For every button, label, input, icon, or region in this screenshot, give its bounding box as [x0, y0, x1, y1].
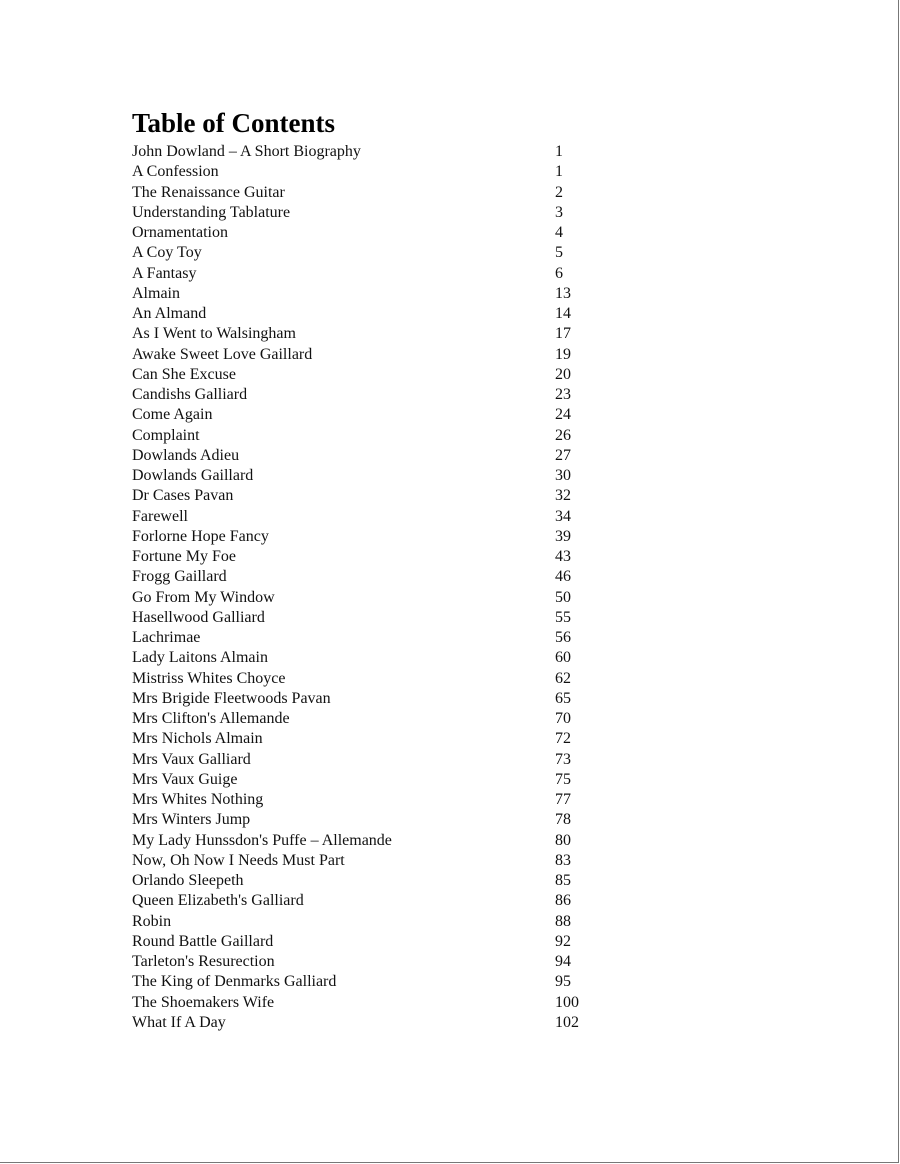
toc-entry-title: An Almand — [132, 305, 207, 322]
toc-entry-page-number: 6 — [555, 264, 563, 282]
page-title: Table of Contents — [132, 108, 336, 138]
toc-entry-title: Mrs Nichols Almain — [132, 730, 263, 748]
toc-entry-page-number: 1 — [555, 143, 563, 160]
toc-entry — [132, 486, 652, 506]
toc-entry-title: Round Battle Gaillard — [132, 932, 274, 950]
toc-entry-page-number: 55 — [555, 608, 571, 626]
toc-entry — [132, 628, 652, 648]
toc-entry-title: Can She Excuse — [132, 365, 236, 383]
toc-entry-page-number: 77 — [555, 791, 571, 808]
toc-entry — [132, 831, 652, 851]
toc-entry-title: Understanding Tablature — [132, 203, 291, 221]
toc-entry — [132, 223, 652, 243]
toc-entry — [132, 284, 652, 304]
toc-entry-page-number: 86 — [555, 892, 571, 910]
toc-entry — [132, 709, 652, 729]
toc-entry-title: A Coy Toy — [132, 244, 202, 262]
toc-entry-page-number: 88 — [555, 912, 571, 930]
toc-entry — [132, 810, 652, 830]
toc-entry — [132, 527, 652, 547]
toc-entry-page-number: 32 — [555, 487, 571, 505]
toc-entry-page-number: 13 — [555, 284, 571, 302]
toc-entry-page-number: 102 — [555, 1013, 579, 1031]
toc-entry-page-number: 26 — [555, 426, 571, 444]
toc-entry-title: Mrs Whites Nothing — [132, 791, 264, 808]
toc-entry-title: Lady Laitons Almain — [132, 649, 268, 667]
toc-entry-title: My Lady Hunssdon's Puffe – Allemande — [132, 831, 392, 849]
toc-entry — [132, 851, 652, 871]
toc-entry-title: Almain — [132, 284, 180, 302]
toc-entry — [132, 446, 652, 466]
toc-entry-page-number: 23 — [555, 386, 571, 403]
toc-entry-page-number: 73 — [555, 750, 571, 768]
toc-entry-title: Orlando Sleepeth — [132, 872, 244, 889]
toc-entry-title: Fortune My Foe — [132, 548, 236, 565]
toc-entry-title: What If A Day — [132, 1013, 226, 1031]
toc-entry-page-number: 60 — [555, 649, 571, 667]
toc-entry-title: Mrs Winters Jump — [132, 811, 251, 829]
toc-entry — [132, 385, 652, 405]
toc-entry — [132, 547, 652, 567]
toc-entry — [132, 932, 652, 952]
toc-entry — [132, 183, 652, 203]
toc-entry — [132, 608, 652, 628]
toc-entry — [132, 1013, 652, 1033]
toc-entry-page-number: 24 — [555, 406, 571, 424]
toc-entry-title: Forlorne Hope Fancy — [132, 527, 269, 545]
toc-entry-title: Mrs Clifton's Allemande — [132, 710, 290, 727]
toc-entry-page-number: 34 — [555, 507, 571, 525]
toc-entry — [132, 972, 652, 992]
toc-entry — [132, 567, 652, 587]
toc-entry — [132, 203, 652, 223]
toc-entry-title: Complaint — [132, 426, 200, 444]
toc-entry — [132, 304, 652, 324]
toc-entry — [132, 912, 652, 932]
toc-entry-title: Mrs Brigide Fleetwoods Pavan — [132, 689, 331, 707]
toc-entry-title: Robin — [132, 912, 172, 930]
toc-entry-page-number: 14 — [555, 305, 571, 322]
toc-entry-title: The King of Denmarks Galliard — [132, 973, 337, 991]
toc-entry — [132, 648, 652, 668]
toc-entry-title: Farewell — [132, 507, 188, 525]
toc-list — [132, 142, 652, 1033]
toc-entry — [132, 142, 652, 162]
toc-entry-title: The Shoemakers Wife — [132, 993, 275, 1011]
toc-entry-title: Dr Cases Pavan — [132, 487, 234, 505]
toc-entry — [132, 588, 652, 608]
toc-entry-title: Dowlands Gaillard — [132, 467, 254, 484]
toc-entry-title: Candishs Galliard — [132, 386, 248, 403]
toc-entry-page-number: 3 — [555, 203, 563, 221]
toc-entry-title: Tarleton's Resurection — [132, 953, 275, 970]
toc-entry — [132, 162, 652, 182]
toc-entry-page-number: 72 — [555, 730, 571, 748]
toc-entry — [132, 871, 652, 891]
toc-entry — [132, 507, 652, 527]
toc-entry-title: The Renaissance Guitar — [132, 183, 285, 201]
toc-entry-page-number: 1 — [555, 163, 563, 181]
toc-entry-title: Ornamentation — [132, 224, 228, 241]
toc-entry — [132, 993, 652, 1013]
toc-entry-title: Now, Oh Now I Needs Must Part — [132, 851, 345, 869]
toc-entry-title: A Confession — [132, 163, 219, 181]
toc-entry-page-number: 62 — [555, 669, 571, 687]
toc-entry-page-number: 27 — [555, 446, 571, 464]
toc-entry-page-number: 78 — [555, 811, 571, 829]
toc-entry — [132, 952, 652, 972]
toc-entry-page-number: 65 — [555, 689, 571, 707]
toc-entry-title: As I Went to Walsingham — [132, 325, 296, 343]
toc-entry-title: Queen Elizabeth's Galliard — [132, 892, 304, 910]
toc-entry — [132, 243, 652, 263]
toc-entry — [132, 790, 652, 810]
toc-entry-page-number: 94 — [555, 953, 571, 970]
toc-entry-title: Dowlands Adieu — [132, 446, 240, 464]
toc-entry — [132, 669, 652, 689]
toc-entry-page-number: 85 — [555, 872, 571, 889]
toc-entry-page-number: 80 — [555, 831, 571, 849]
toc-entry — [132, 324, 652, 344]
toc-entry-title: Mrs Vaux Guige — [132, 770, 238, 788]
toc-entry — [132, 426, 652, 446]
toc-entry-page-number: 92 — [555, 932, 571, 950]
toc-entry-page-number: 70 — [555, 710, 571, 727]
toc-entry-page-number: 56 — [555, 629, 571, 646]
toc-entry-page-number: 39 — [555, 527, 571, 545]
toc-entry — [132, 770, 652, 790]
toc-entry — [132, 264, 652, 284]
toc-entry-title: Hasellwood Galliard — [132, 608, 265, 626]
toc-entry-page-number: 43 — [555, 548, 571, 565]
toc-entry — [132, 729, 652, 749]
toc-entry — [132, 466, 652, 486]
toc-entry-page-number: 30 — [555, 467, 571, 484]
toc-entry — [132, 689, 652, 709]
toc-entry — [132, 345, 652, 365]
toc-entry-page-number: 75 — [555, 770, 571, 788]
toc-entry-title: Go From My Window — [132, 588, 275, 606]
toc-entry-page-number: 95 — [555, 973, 571, 991]
toc-entry-title: Mrs Vaux Galliard — [132, 750, 251, 768]
toc-entry-page-number: 20 — [555, 365, 571, 383]
toc-entry-page-number: 5 — [555, 244, 563, 262]
toc-entry — [132, 891, 652, 911]
toc-entry-title: Frogg Gaillard — [132, 568, 227, 586]
toc-entry-page-number: 50 — [555, 588, 571, 606]
toc-entry-page-number: 100 — [555, 993, 579, 1011]
toc-entry-page-number: 19 — [555, 345, 571, 363]
toc-entry — [132, 750, 652, 770]
toc-entry-title: Lachrimae — [132, 629, 201, 646]
toc-entry-title: Awake Sweet Love Gaillard — [132, 345, 313, 363]
toc-entry-page-number: 83 — [555, 851, 571, 869]
toc-entry — [132, 365, 652, 385]
table-of-contents — [132, 104, 652, 1033]
toc-entry-page-number: 46 — [555, 568, 571, 586]
toc-entry-page-number: 17 — [555, 325, 571, 343]
toc-entry-title: A Fantasy — [132, 264, 197, 282]
toc-entry-page-number: 2 — [555, 183, 563, 201]
toc-entry-title: John Dowland – A Short Biography — [132, 143, 361, 160]
toc-entry-page-number: 4 — [555, 224, 563, 241]
toc-entry-title: Come Again — [132, 406, 213, 424]
toc-entry-title: Mistriss Whites Choyce — [132, 669, 286, 687]
toc-entry — [132, 405, 652, 425]
